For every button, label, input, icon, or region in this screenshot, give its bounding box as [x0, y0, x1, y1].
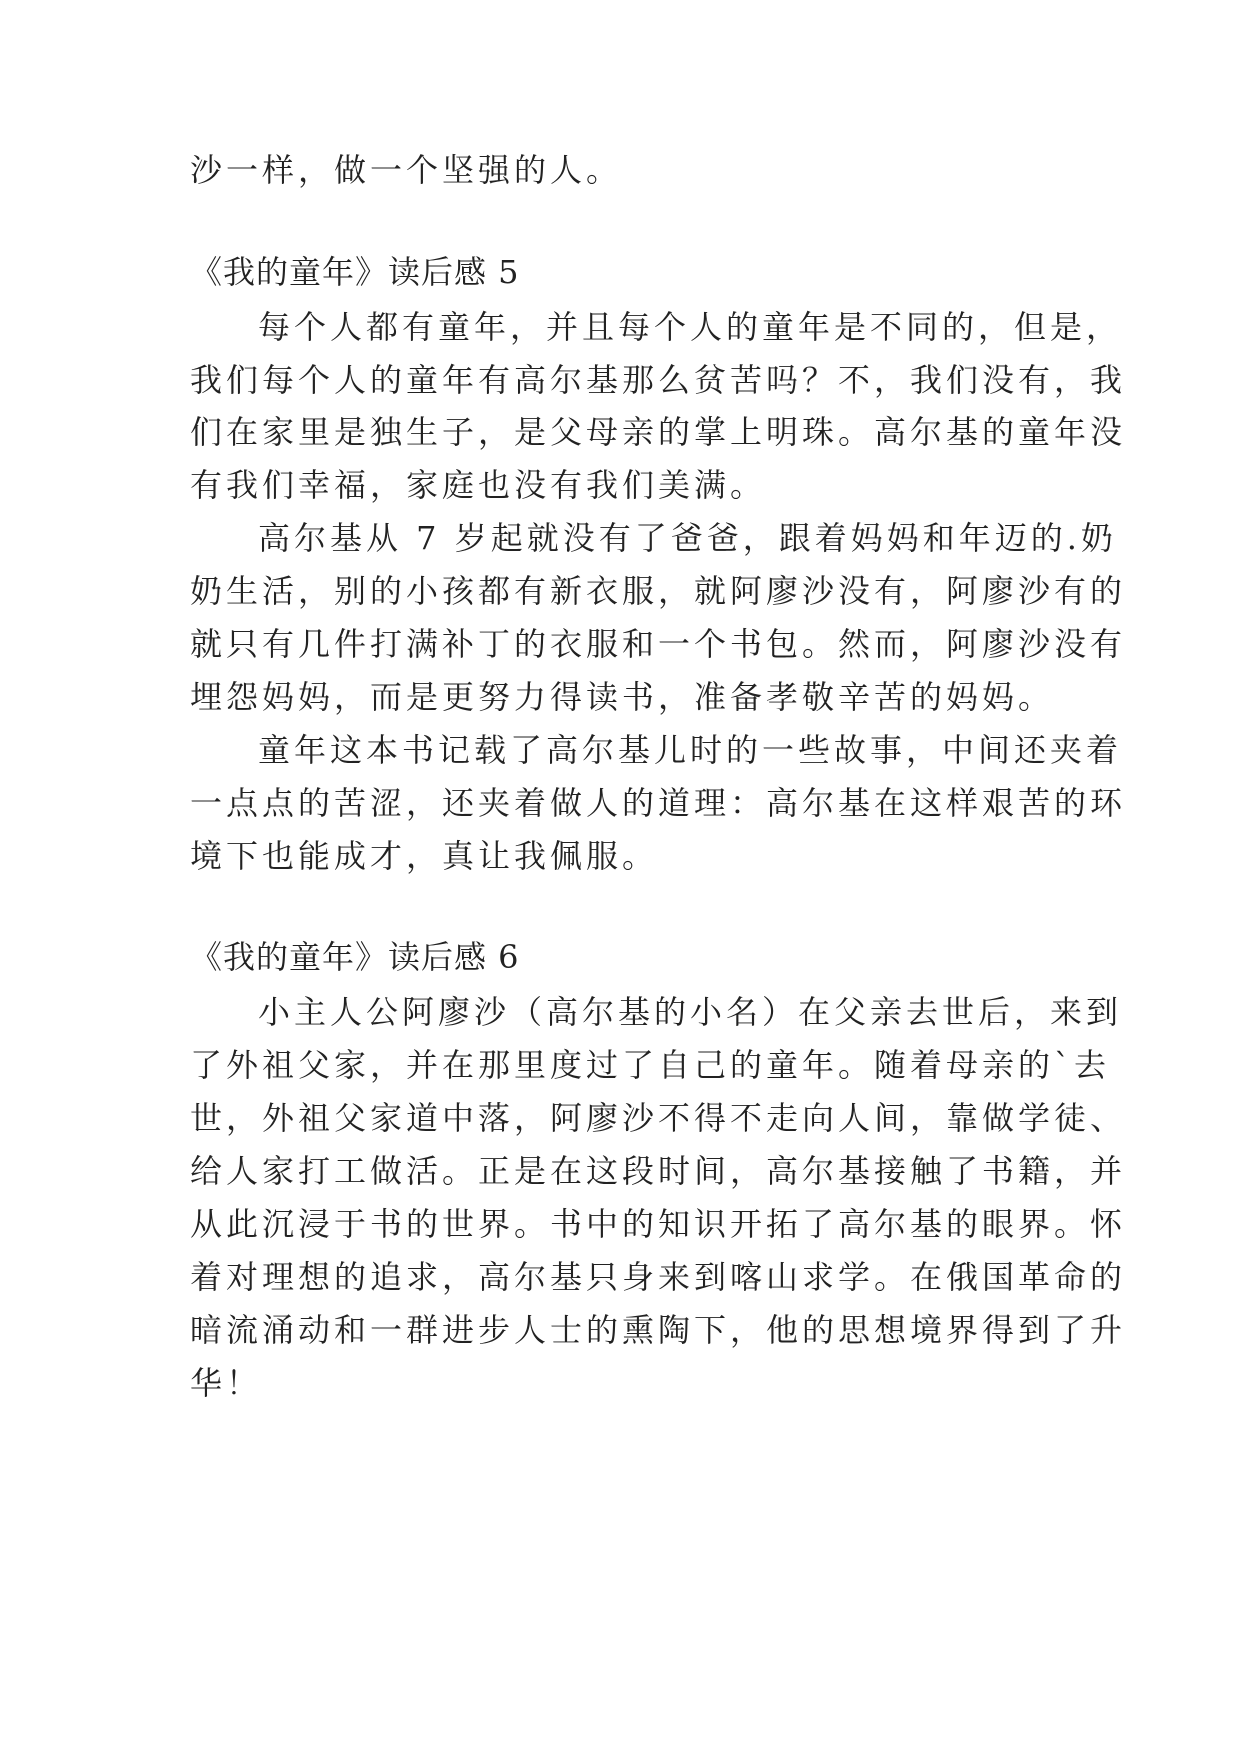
paragraph-line: 童年这本书记载了高尔基儿时的一些故事，中间还夹着: [258, 731, 1123, 769]
paragraph-line: 埋怨妈妈，而是更努力得读书，准备孝敬辛苦的妈妈。: [190, 678, 1055, 716]
paragraph-line: 我们每个人的童年有高尔基那么贫苦吗？不，我们没有，我: [190, 361, 1127, 399]
paragraph-line: 世，外祖父家道中落，阿廖沙不得不走向人间，靠做学徒、: [190, 1099, 1127, 1137]
paragraph-line: 给人家打工做活。正是在这段时间，高尔基接触了书籍，并: [190, 1152, 1127, 1190]
paragraph-line: 一点点的苦涩，还夹着做人的道理：高尔基在这样艰苦的环: [190, 784, 1127, 822]
paragraph-line: 们在家里是独生子，是父母亲的掌上明珠。高尔基的童年没: [190, 413, 1127, 451]
paragraph-line: 着对理想的追求，高尔基只身来到喀山求学。在俄国革命的: [190, 1258, 1127, 1296]
paragraph-line: 高尔基从 7 岁起就没有了爸爸，跟着妈妈和年迈的.奶: [258, 519, 1117, 557]
section-heading: 《我的童年》读后感 5: [190, 253, 520, 291]
paragraph-line: 华！: [190, 1364, 263, 1402]
paragraph-line: 境下也能成才，真让我佩服。: [190, 837, 659, 875]
paragraph-line: 了外祖父家，并在那里度过了自己的童年。随着母亲的`去: [190, 1046, 1111, 1084]
paragraph-line: 就只有几件打满补丁的衣服和一个书包。然而，阿廖沙没有: [190, 625, 1127, 663]
paragraph-line: 有我们幸福，家庭也没有我们美满。: [190, 466, 767, 504]
paragraph-line: 从此沉浸于书的世界。书中的知识开拓了高尔基的眼界。怀: [190, 1205, 1127, 1243]
intro-line: 沙一样，做一个坚强的人。: [190, 151, 623, 189]
paragraph-line: 每个人都有童年，并且每个人的童年是不同的，但是，: [258, 308, 1123, 346]
section-heading: 《我的童年》读后感 6: [190, 938, 520, 976]
paragraph-line: 小主人公阿廖沙（高尔基的小名）在父亲去世后，来到: [258, 993, 1123, 1031]
paragraph-line: 奶生活，别的小孩都有新衣服，就阿廖沙没有，阿廖沙有的: [190, 572, 1127, 610]
paragraph-line: 暗流涌动和一群进步人士的熏陶下，他的思想境界得到了升: [190, 1311, 1127, 1349]
